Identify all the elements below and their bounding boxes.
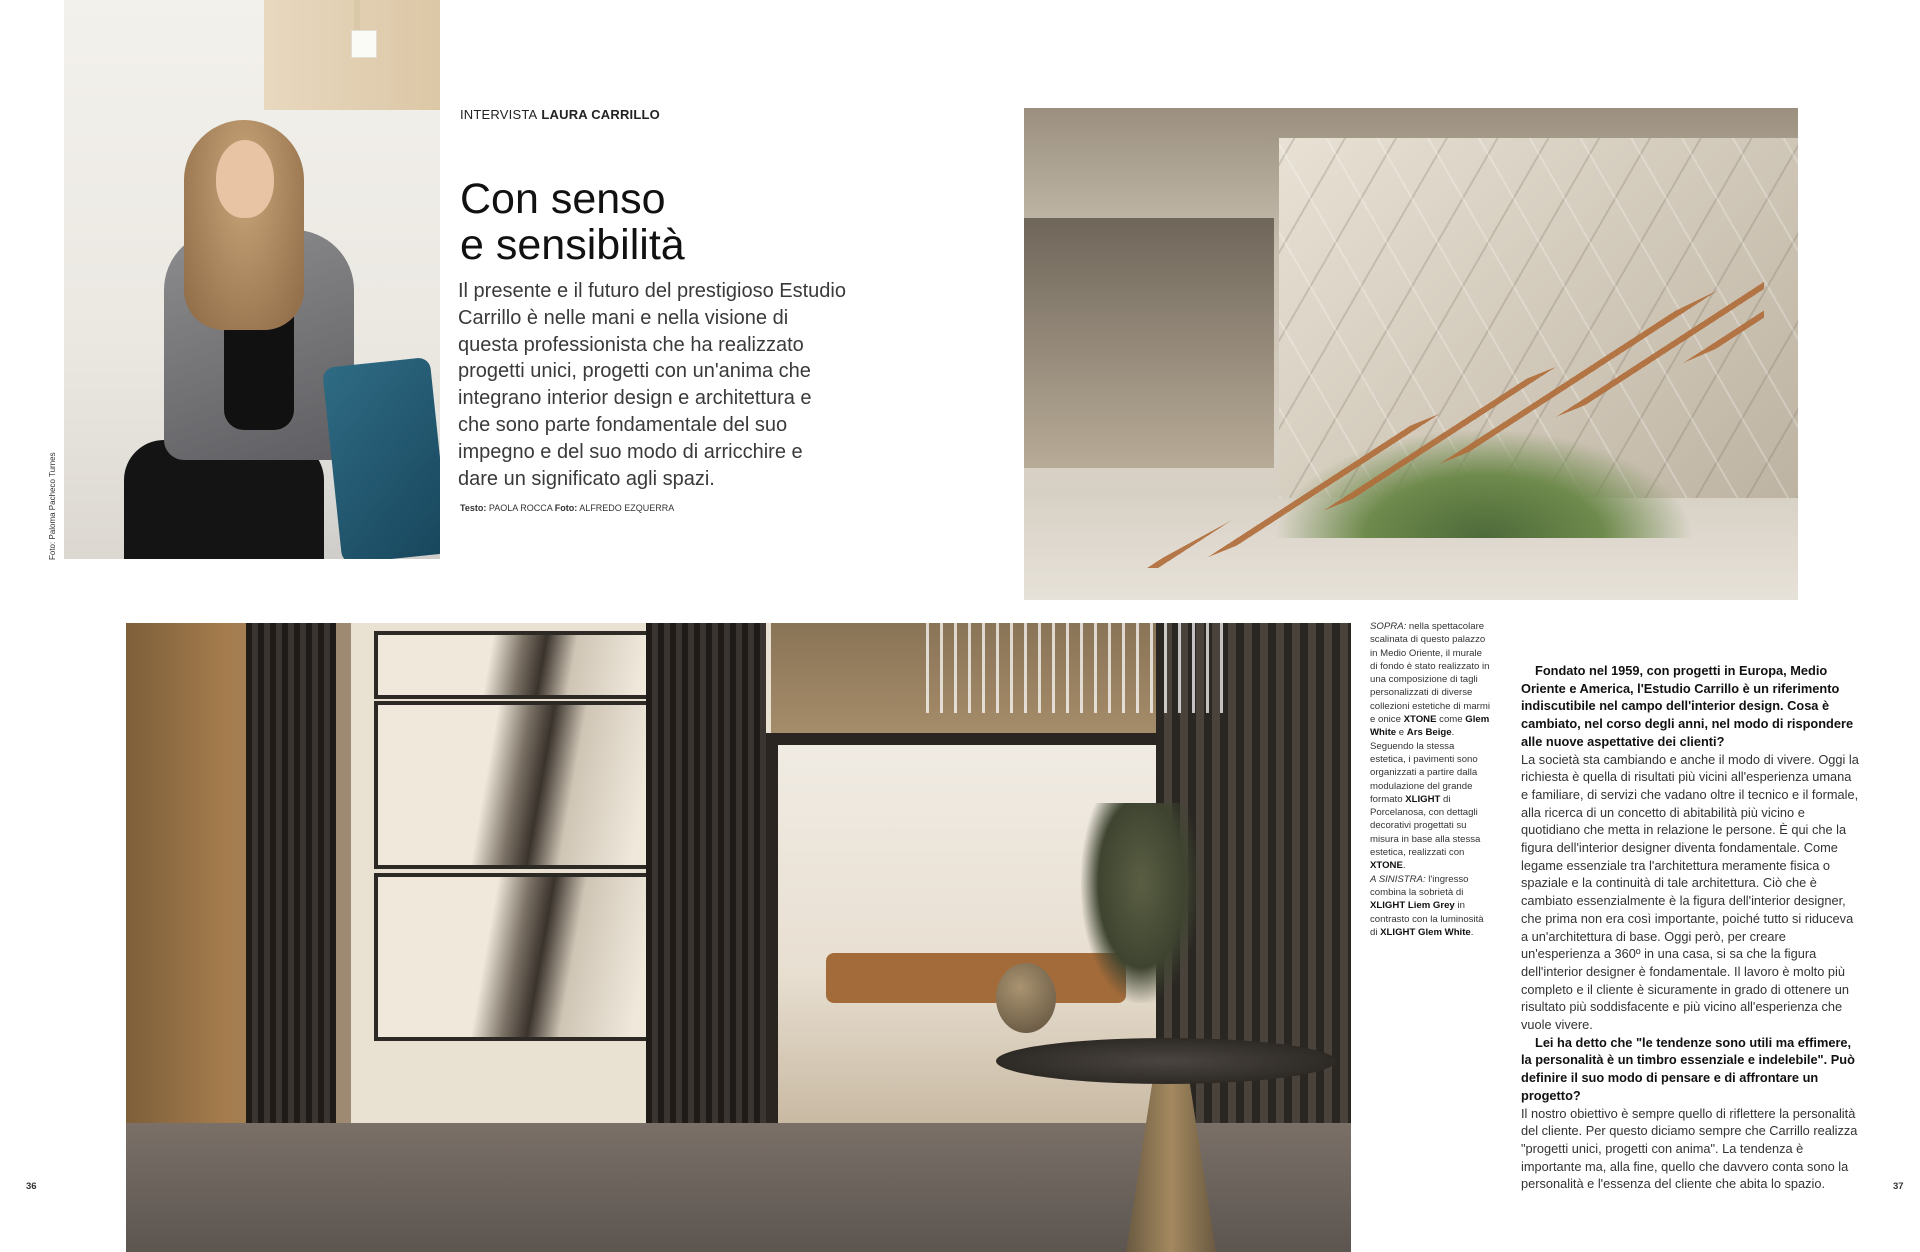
caption-text: in contrasto con la luminosità di xyxy=(1370,900,1484,938)
caption-bold: Glem White xyxy=(1370,714,1490,739)
article-body xyxy=(1521,662,1861,1193)
page-number-left: 36 xyxy=(26,1181,37,1192)
slat-panel-left xyxy=(246,623,336,1183)
lead-paragraph: Il presente e il futuro del prestigioso Estudio Carrillo è nelle mani e nella visione di questa professionista che ha realizzato progetti unici, progetti con un'anima che integrano interior design e architettura e che sono parte fondamentale del suo impegno e del suo modo di arricchire e dare un significato agli spazi. xyxy=(458,280,846,490)
pendant-lamp-shade xyxy=(351,30,377,58)
caption-text: di Porcelanosa, con dettagli decorativi progettati su misura in base alla stessa estetica, realizzati con xyxy=(1370,793,1481,859)
caption-text: l'ingresso combina la sobrietà di xyxy=(1370,873,1469,898)
caption-text: . xyxy=(1470,926,1474,938)
round-table xyxy=(996,1038,1336,1084)
lobby-photo xyxy=(126,623,1351,1252)
caption-bold: XTONE xyxy=(1370,860,1403,872)
page-title xyxy=(460,176,820,268)
title-line-1: Con senso xyxy=(460,175,666,223)
staircase-photo xyxy=(1024,108,1798,600)
page-number-right: 37 xyxy=(1893,1181,1904,1192)
bonsai-plant xyxy=(1081,803,1201,1003)
caption-bold: Ars Beige xyxy=(1406,727,1452,739)
title-line-2: e sensibilità xyxy=(460,221,685,269)
figure-face xyxy=(216,140,274,218)
kicker-name: LAURA CARRILLO xyxy=(541,107,660,122)
question-1: Fondato nel 1959, con progetti in Europa, Medio Oriente e America, l'Estudio Carrillo è un riferimento indiscutibile nel campo dell'interior design. Cosa è cambiato, nel corso degli anni, nel modo di rispondere alle nuove aspettative dei clienti? xyxy=(1521,663,1854,749)
caption-text: e xyxy=(1396,727,1407,739)
portrait-photo xyxy=(64,0,440,559)
byline xyxy=(460,503,674,513)
caption-bold: XLIGHT xyxy=(1405,793,1441,805)
byline-photo-author: ALFREDO EZQUERRA xyxy=(579,503,675,513)
pendant-lamp-cord xyxy=(354,0,360,30)
caption-bold: XLIGHT Glem White xyxy=(1380,926,1471,938)
caption-text: . Seguendo la stessa estetica, i pavimenti sono organizzati a partire dalla modulazione del grande formato xyxy=(1370,727,1478,805)
caption-text: . xyxy=(1402,860,1406,872)
caption-text: come xyxy=(1436,714,1466,726)
byline-photo-label: Foto: xyxy=(554,503,578,513)
caption-bold: XTONE xyxy=(1403,714,1437,726)
caption-label-sinistra: A SINISTRA: xyxy=(1370,873,1426,885)
question-2: Lei ha detto che "le tendenze sono utili ma effimere, la personalità è un timbro essenziale e indelebile". Può definire il suo modo di pensare e di affrontare un progetto? xyxy=(1521,1034,1855,1103)
blue-cushion xyxy=(322,357,440,559)
caption-bold: XLIGHT Liem Grey xyxy=(1370,900,1455,912)
slat-panel-center xyxy=(646,623,766,1183)
photo-caption xyxy=(1370,620,1492,939)
kicker-label: INTERVISTA xyxy=(460,107,538,122)
byline-text-label: Testo: xyxy=(460,503,487,513)
caption-text: nella spettacolare scalinata di questo palazzo in Medio Oriente, il murale di fondo è stato realizzato in una composizione di tagli personalizzati di diverse collezioni estetiche di marmi e onice xyxy=(1370,621,1490,726)
photo-credit-vertical: Foto: Paloma Pacheco Turnes xyxy=(48,452,57,560)
answer-2: Il nostro obiettivo è sempre quello di riflettere la personalità del cliente. Per questo diciamo sempre che Carrillo realizza "progetti unici, progetti con anima". La tendenza è importante ma, alla fine, quello che davvero conta sono la personalità e l'essenza del cliente che abita lo spazio. xyxy=(1521,1105,1858,1192)
decorative-vase xyxy=(996,963,1056,1033)
caption-label-sopra: SOPRA: xyxy=(1370,621,1407,632)
answer-1: La società sta cambiando e anche il modo di vivere. Oggi la richiesta è quella di risultati più vicini all'esperienza umana e familiare, di servizi che vadano oltre il tecnico e il formale, alla ricerca di un concetto di abitabilità più vicino e quotidiano che metta in relazione le persone. È qui che la figura dell'interior designer diventa fondamentale. Come legame essenziale tra l'architettura meramente fisica o spaziale e la continuità di tale architettura. Ciò che è cambiato essenzialmente è la figura dell'interior designer, che prima non era così importante, poiché tutto si riduceva a un'architettura di base. Oggi però, per creare un'esperienza a 360º in una casa, si sa che la figura dell'interior designer è fondamentale. Il lavoro è molto più completo e il cliente è sicuramente in grado di ottenere un risultato più soddisfacente e più vicino all'esperienza che vuole vivere. xyxy=(1521,751,1859,1033)
corridor xyxy=(1024,218,1274,468)
byline-text-author: PAOLA ROCCA xyxy=(488,503,553,513)
crystal-chandelier xyxy=(926,623,1226,713)
kicker xyxy=(460,107,660,122)
